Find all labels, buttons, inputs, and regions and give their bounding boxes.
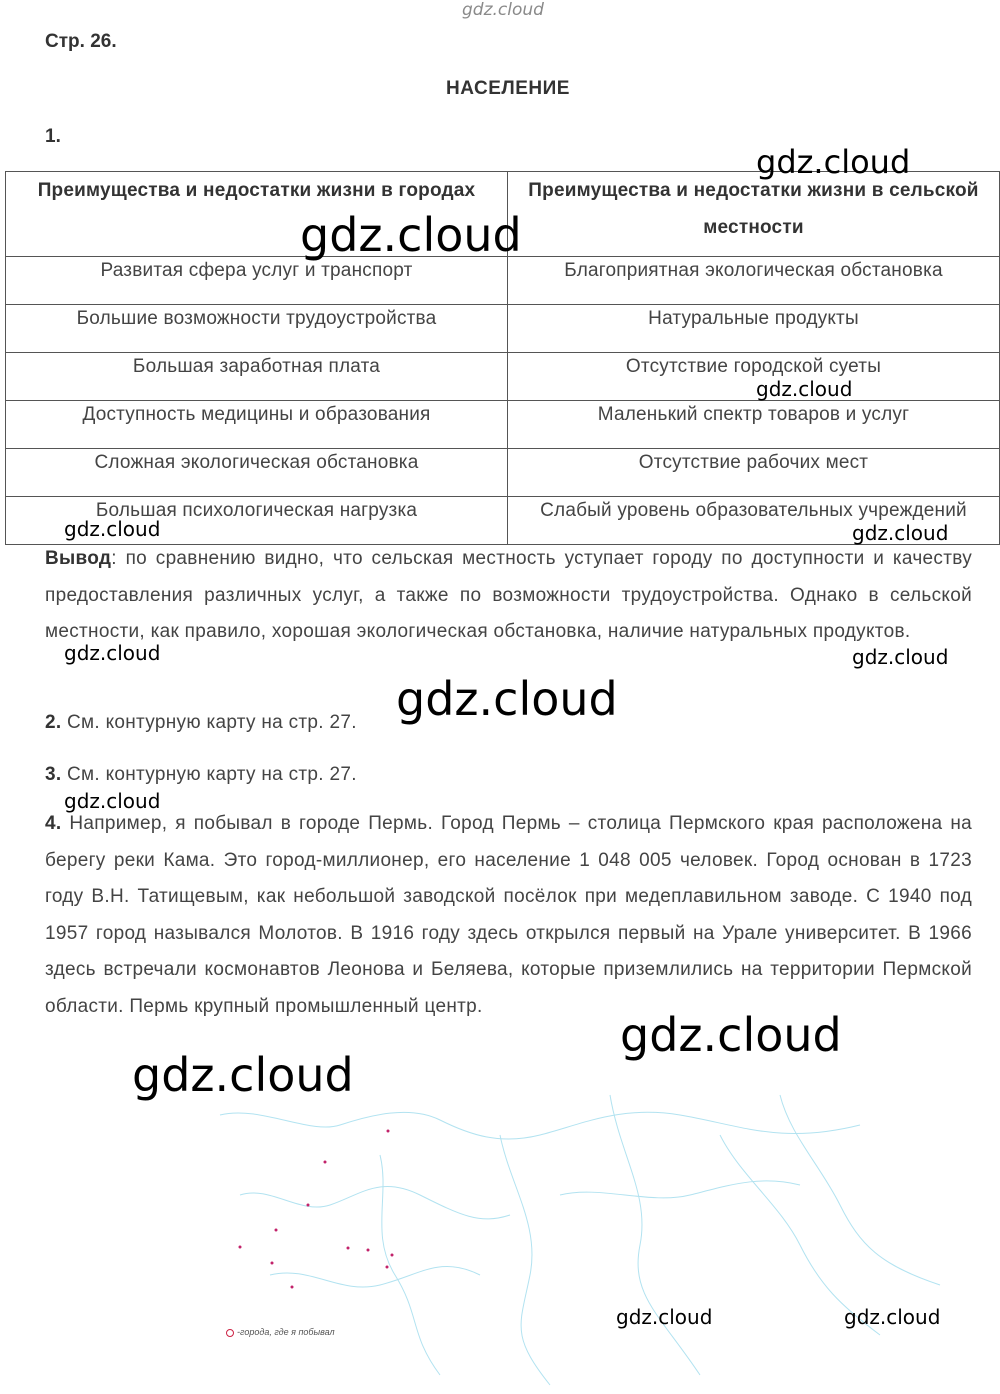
cell-city: Развитая сфера услуг и транспорт — [6, 257, 508, 305]
table-row — [6, 305, 1000, 353]
city-marker-icon — [226, 1329, 234, 1337]
watermark: gdz.cloud — [852, 645, 949, 669]
cell-city: Доступность медицины и образования — [6, 401, 508, 449]
watermark: gdz.cloud — [620, 1008, 842, 1062]
header-city: Преимущества и недостатки жизни в городах — [6, 172, 508, 257]
question-3-number: 3. — [45, 764, 62, 785]
watermark: gdz.cloud — [64, 517, 161, 541]
cell-city: Сложная экологическая обстановка — [6, 449, 508, 497]
watermark: gdz.cloud — [616, 1305, 713, 1329]
watermark: gdz.cloud — [64, 641, 161, 665]
page-title: НАСЕЛЕНИЕ — [446, 78, 570, 99]
watermark-top: gdz.cloud — [462, 0, 544, 20]
cell-city: Большие возможности трудоустройства — [6, 305, 508, 353]
cell-city: Большая психологическая нагрузка — [6, 497, 508, 545]
table-row — [6, 449, 1000, 497]
question-3-text: См. контурную карту на стр. 27. — [61, 764, 357, 785]
question-4-number: 4. — [45, 813, 62, 834]
watermark: gdz.cloud — [396, 672, 618, 726]
cell-city: Большая заработная плата — [6, 353, 508, 401]
question-4-text: Например, я побывал в городе Пермь. Город Пермь – столица Пермского края расположена на берегу реки Кама. Это город-миллионер, его население 1 048 005 человек. Город основан в 1723 году В.Н. Татищевым, как небольшой заводской посёлок при медеплавильном заводе. С 1940 под 1957 город назывался Молотов. В 1916 году здесь открылся первый на Урале университет. В 1966 здесь встречали космонавтов Леонова и Беляева, которые приземлились на территории Пермской области. Пермь крупный промышленный центр. — [45, 813, 972, 1017]
map-legend-text: -города, где я побывал — [237, 1327, 335, 1337]
watermark: gdz.cloud — [756, 143, 911, 181]
question-2-number: 2. — [45, 712, 62, 733]
table-row — [6, 401, 1000, 449]
conclusion-paragraph — [45, 541, 972, 651]
conclusion-label: Вывод — [45, 548, 112, 569]
watermark: gdz.cloud — [64, 789, 161, 813]
page-reference: Стр. 26. — [45, 31, 117, 52]
cell-rural: Отсутствие рабочих мест — [508, 449, 1000, 497]
question-4 — [45, 806, 972, 1026]
watermark: gdz.cloud — [756, 377, 853, 401]
map-legend — [226, 1327, 335, 1337]
watermark: gdz.cloud — [132, 1048, 354, 1102]
watermark: gdz.cloud — [844, 1305, 941, 1329]
question-1-number: 1. — [45, 126, 61, 147]
question-2-text: См. контурную карту на стр. 27. — [61, 712, 357, 733]
question-3 — [45, 757, 972, 794]
table-row — [6, 257, 1000, 305]
cell-rural: Отсутствие городской суеты — [508, 353, 1000, 401]
watermark: gdz.cloud — [852, 521, 949, 545]
contour-map — [180, 1075, 1000, 1394]
cell-rural: Натуральные продукты — [508, 305, 1000, 353]
cell-rural: Благоприятная экологическая обстановка — [508, 257, 1000, 305]
conclusion-text: : по сравнению видно, что сельская местность уступает городу по доступности и качеству предоставления различных услуг, а также по возможности трудоустройства. Однако в сельской местности, как правило, хорошая экологическая обстановка, наличие натуральных продуктов. — [45, 548, 972, 643]
header-rural: Преимущества и недостатки жизни в сельской местности — [508, 172, 1000, 257]
cell-rural: Маленький спектр товаров и услуг — [508, 401, 1000, 449]
watermark: gdz.cloud — [300, 208, 522, 262]
cell-rural: Слабый уровень образовательных учреждений — [508, 497, 1000, 545]
